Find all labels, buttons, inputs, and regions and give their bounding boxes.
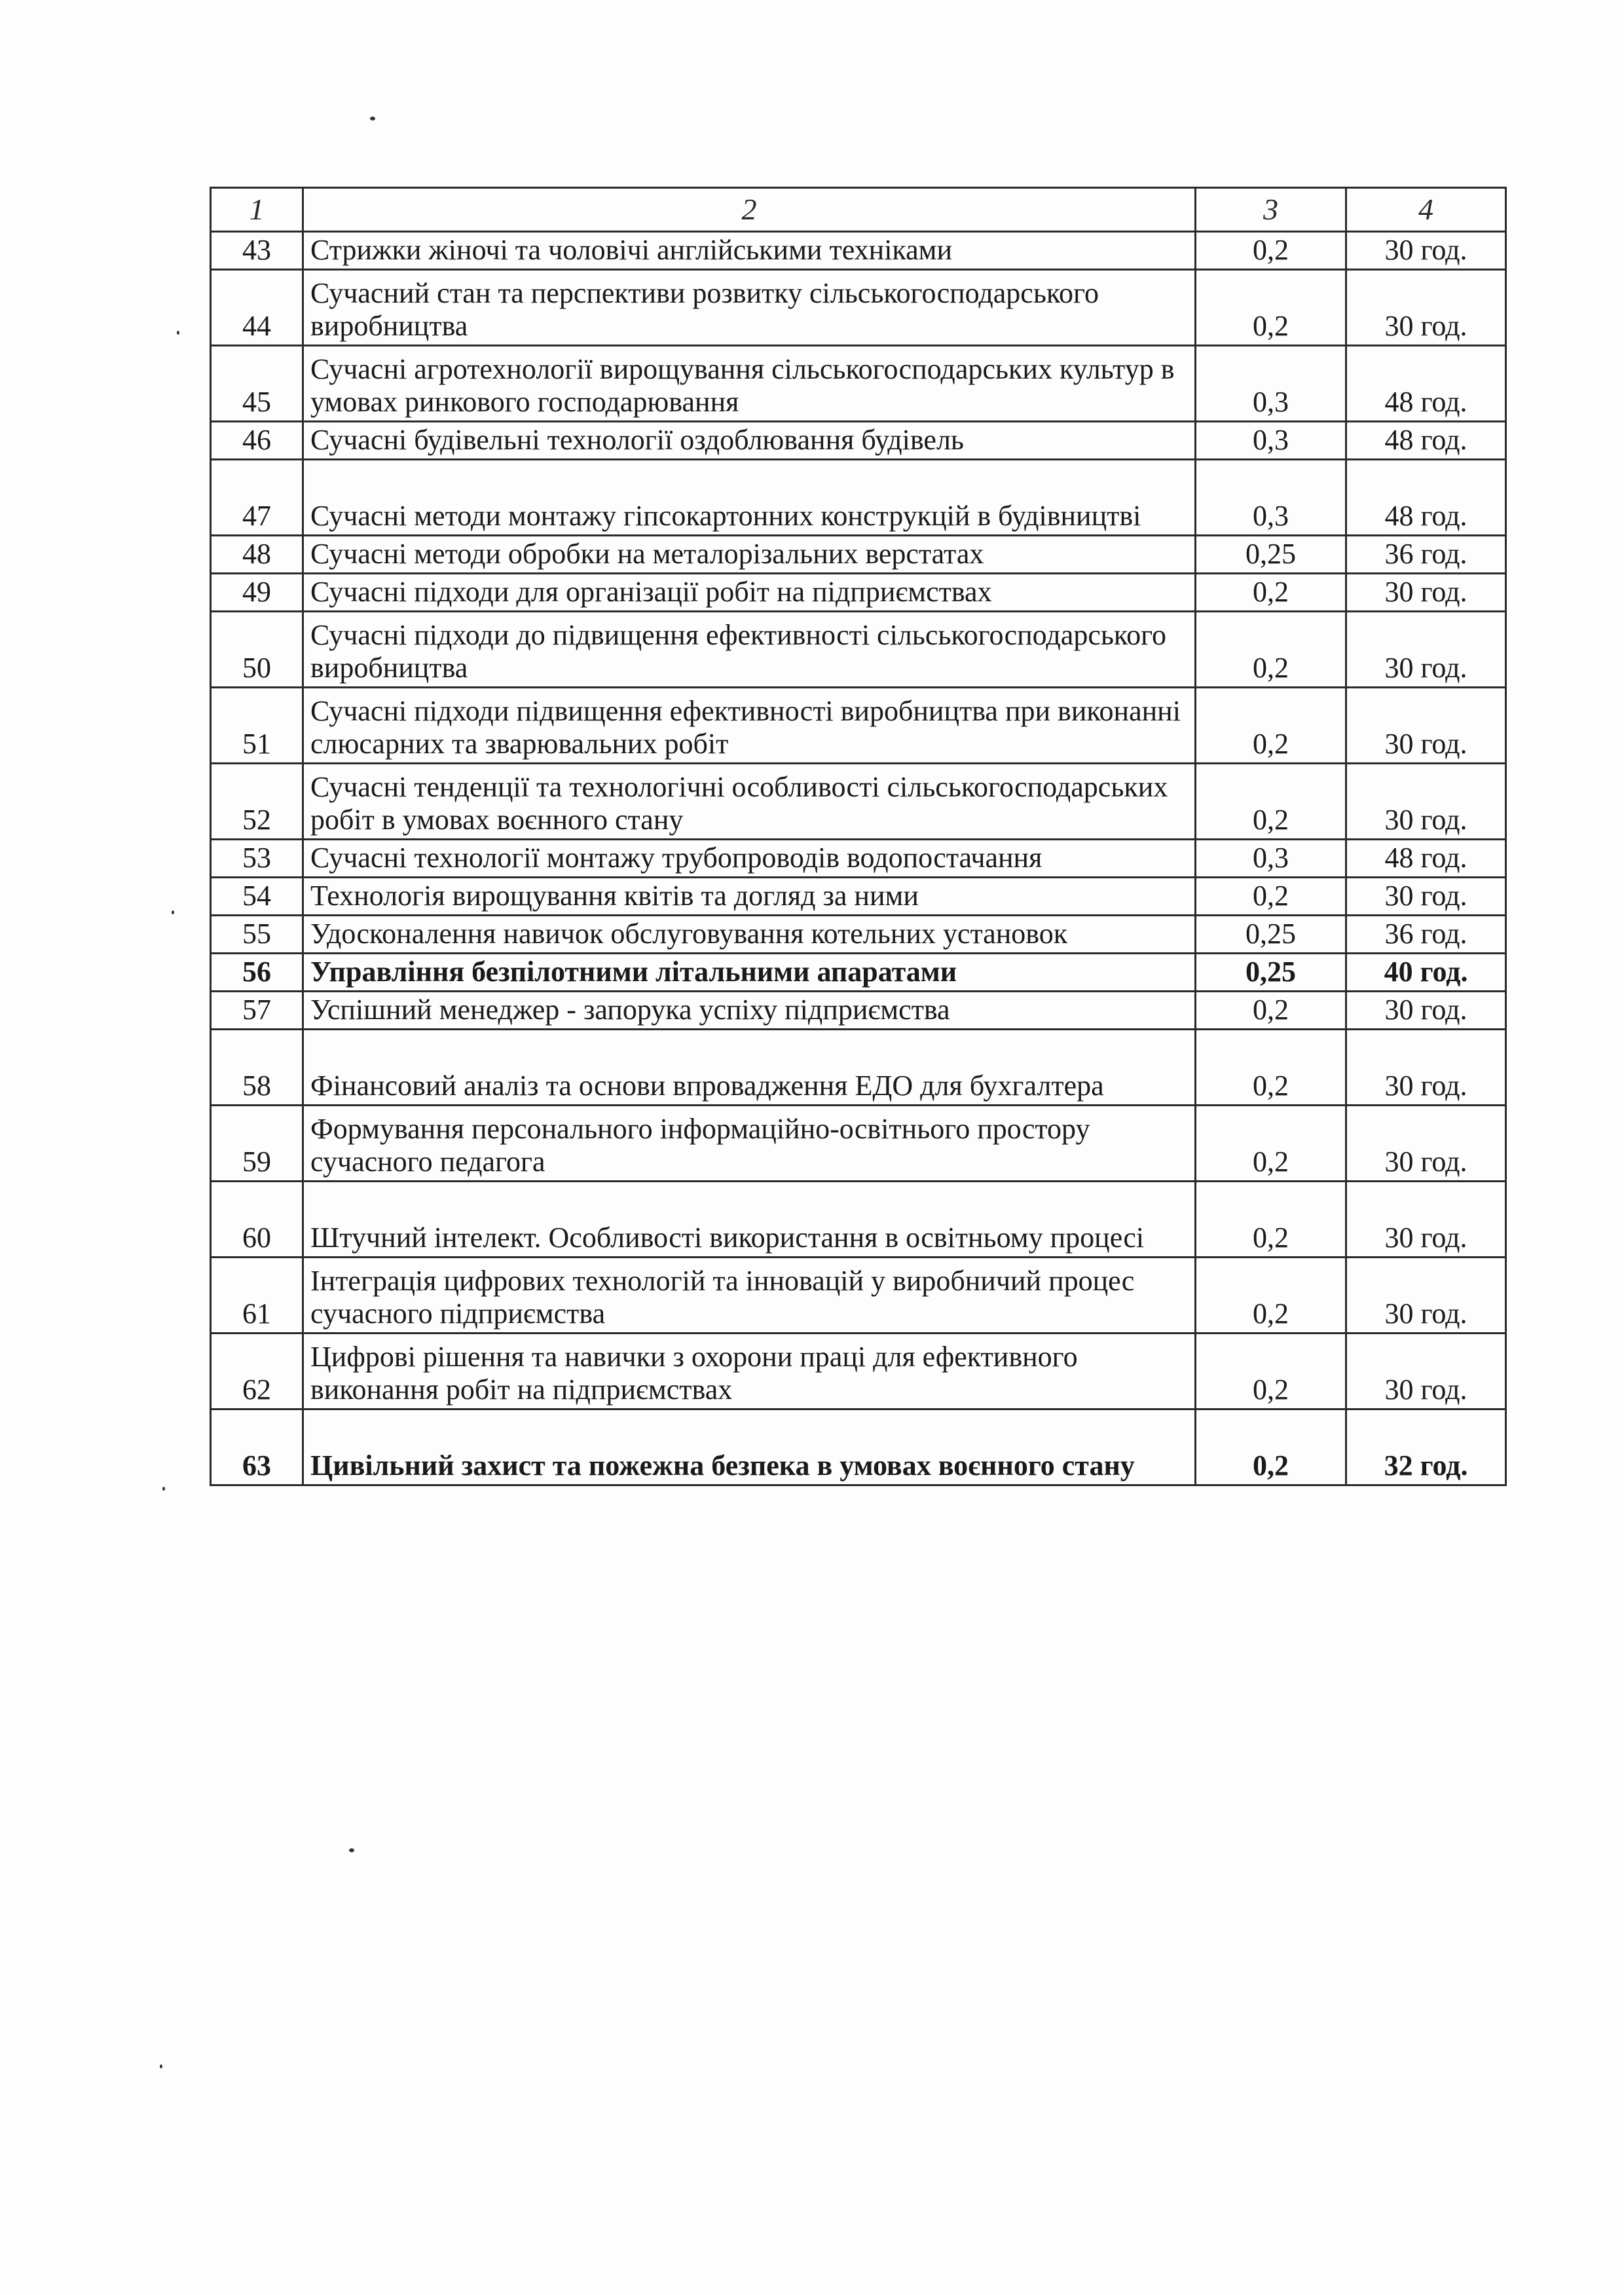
- course-hours: 30 год.: [1346, 1030, 1506, 1106]
- course-hours: 30 год.: [1346, 232, 1506, 270]
- course-name: Стрижки жіночі та чоловічі англійськими техніками: [303, 232, 1196, 270]
- course-hours: 36 год.: [1346, 536, 1506, 574]
- course-hours: 48 год.: [1346, 840, 1506, 878]
- row-number: 46: [211, 422, 303, 460]
- table-row: [211, 1334, 1506, 1409]
- scan-speck: [349, 1848, 354, 1852]
- row-number: 52: [211, 764, 303, 840]
- course-hours: 30 год.: [1346, 574, 1506, 612]
- course-credits: 0,2: [1196, 878, 1346, 916]
- row-number: 60: [211, 1182, 303, 1258]
- row-number: 53: [211, 840, 303, 878]
- course-name: Цифрові рішення та навички з охорони праці для ефективного виконання робіт на підприємствах: [303, 1334, 1196, 1409]
- row-number: 54: [211, 878, 303, 916]
- course-credits: 0,3: [1196, 422, 1346, 460]
- table-row: [211, 840, 1506, 878]
- course-hours: 30 год.: [1346, 764, 1506, 840]
- table-row: [211, 916, 1506, 954]
- table-row: [211, 954, 1506, 992]
- row-number: 47: [211, 460, 303, 536]
- course-name: Сучасні підходи підвищення ефективності виробництва при виконанні слюсарних та зварювальних робіт: [303, 688, 1196, 764]
- row-number: 55: [211, 916, 303, 954]
- course-name: Управління безпілотними літальними апаратами: [303, 954, 1196, 992]
- row-number: 49: [211, 574, 303, 612]
- row-number: 61: [211, 1258, 303, 1334]
- course-name: Формування персонального інформаційно-освітнього простору сучасного педагога: [303, 1106, 1196, 1182]
- course-name: Удосконалення навичок обслуговування котельних установок: [303, 916, 1196, 954]
- course-credits: 0,2: [1196, 1030, 1346, 1106]
- row-number: 62: [211, 1334, 303, 1409]
- course-hours: 48 год.: [1346, 460, 1506, 536]
- courses-table: [210, 187, 1507, 1486]
- row-number: 45: [211, 346, 303, 422]
- row-number: 56: [211, 954, 303, 992]
- table-row: [211, 270, 1506, 346]
- course-name: Інтеграція цифрових технологій та інновацій у виробничий процес сучасного підприємства: [303, 1258, 1196, 1334]
- row-number: 57: [211, 992, 303, 1030]
- row-number: 43: [211, 232, 303, 270]
- scan-speck: [162, 1487, 165, 1491]
- table-row: [211, 232, 1506, 270]
- course-name: Сучасні підходи до підвищення ефективності сільськогосподарського виробництва: [303, 612, 1196, 688]
- table-row: [211, 1106, 1506, 1182]
- table-row: [211, 688, 1506, 764]
- table-row: [211, 992, 1506, 1030]
- course-hours: 30 год.: [1346, 992, 1506, 1030]
- course-hours: 48 год.: [1346, 346, 1506, 422]
- course-hours: 30 год.: [1346, 878, 1506, 916]
- course-hours: 30 год.: [1346, 270, 1506, 346]
- row-number: 51: [211, 688, 303, 764]
- course-hours: 32 год.: [1346, 1409, 1506, 1485]
- course-name: Фінансовий аналіз та основи впровадження ЕДО для бухгалтера: [303, 1030, 1196, 1106]
- course-credits: 0,2: [1196, 574, 1346, 612]
- course-credits: 0,25: [1196, 954, 1346, 992]
- course-credits: 0,2: [1196, 1258, 1346, 1334]
- table-row: [211, 878, 1506, 916]
- course-hours: 30 год.: [1346, 612, 1506, 688]
- column-header: 2: [303, 188, 1196, 232]
- table-row: [211, 1409, 1506, 1485]
- table-row: [211, 612, 1506, 688]
- course-credits: 0,2: [1196, 688, 1346, 764]
- course-hours: 48 год.: [1346, 422, 1506, 460]
- course-credits: 0,25: [1196, 916, 1346, 954]
- course-hours: 30 год.: [1346, 1258, 1506, 1334]
- course-credits: 0,2: [1196, 270, 1346, 346]
- course-name: Штучний інтелект. Особливості використання в освітньому процесі: [303, 1182, 1196, 1258]
- course-name: Сучасні підходи для організації робіт на підприємствах: [303, 574, 1196, 612]
- course-credits: 0,3: [1196, 460, 1346, 536]
- table-row: [211, 574, 1506, 612]
- course-credits: 0,2: [1196, 232, 1346, 270]
- course-credits: 0,2: [1196, 1106, 1346, 1182]
- column-header: 3: [1196, 188, 1346, 232]
- course-hours: 30 год.: [1346, 1182, 1506, 1258]
- table-row: [211, 460, 1506, 536]
- row-number: 63: [211, 1409, 303, 1485]
- table-row: [211, 536, 1506, 574]
- table-row: [211, 346, 1506, 422]
- column-header: 4: [1346, 188, 1506, 232]
- table-header-row: [211, 188, 1506, 232]
- course-credits: 0,3: [1196, 840, 1346, 878]
- scan-speck: [177, 331, 179, 335]
- table-row: [211, 1258, 1506, 1334]
- table-row: [211, 422, 1506, 460]
- course-name: Сучасний стан та перспективи розвитку сільськогосподарського виробництва: [303, 270, 1196, 346]
- course-credits: 0,2: [1196, 1409, 1346, 1485]
- table-body: [211, 232, 1506, 1485]
- course-name: Технологія вирощування квітів та догляд за ними: [303, 878, 1196, 916]
- course-name: Сучасні агротехнології вирощування сільськогосподарських культур в умовах ринкового господарювання: [303, 346, 1196, 422]
- course-credits: 0,2: [1196, 992, 1346, 1030]
- course-hours: 36 год.: [1346, 916, 1506, 954]
- course-credits: 0,25: [1196, 536, 1346, 574]
- row-number: 48: [211, 536, 303, 574]
- column-header: 1: [211, 188, 303, 232]
- course-hours: 30 год.: [1346, 1106, 1506, 1182]
- table-row: [211, 764, 1506, 840]
- course-name: Цивільний захист та пожежна безпека в умовах воєнного стану: [303, 1409, 1196, 1485]
- course-credits: 0,2: [1196, 612, 1346, 688]
- course-name: Сучасні тенденції та технологічні особливості сільськогосподарських робіт в умовах воєнного стану: [303, 764, 1196, 840]
- row-number: 44: [211, 270, 303, 346]
- table-row: [211, 1182, 1506, 1258]
- scan-speck: [172, 910, 174, 914]
- table-row: [211, 1030, 1506, 1106]
- course-credits: 0,2: [1196, 764, 1346, 840]
- course-name: Сучасні будівельні технології оздоблювання будівель: [303, 422, 1196, 460]
- course-name: Сучасні технології монтажу трубопроводів водопостачання: [303, 840, 1196, 878]
- course-credits: 0,2: [1196, 1334, 1346, 1409]
- row-number: 59: [211, 1106, 303, 1182]
- course-hours: 40 год.: [1346, 954, 1506, 992]
- row-number: 58: [211, 1030, 303, 1106]
- course-name: Успішний менеджер - запорука успіху підприємства: [303, 992, 1196, 1030]
- course-hours: 30 год.: [1346, 1334, 1506, 1409]
- course-hours: 30 год.: [1346, 688, 1506, 764]
- course-name: Сучасні методи монтажу гіпсокартонних конструкцій в будівництві: [303, 460, 1196, 536]
- course-credits: 0,2: [1196, 1182, 1346, 1258]
- row-number: 50: [211, 612, 303, 688]
- scan-speck: [160, 2064, 162, 2068]
- scan-speck: [370, 117, 375, 121]
- course-name: Сучасні методи обробки на металорізальних верстатах: [303, 536, 1196, 574]
- course-credits: 0,3: [1196, 346, 1346, 422]
